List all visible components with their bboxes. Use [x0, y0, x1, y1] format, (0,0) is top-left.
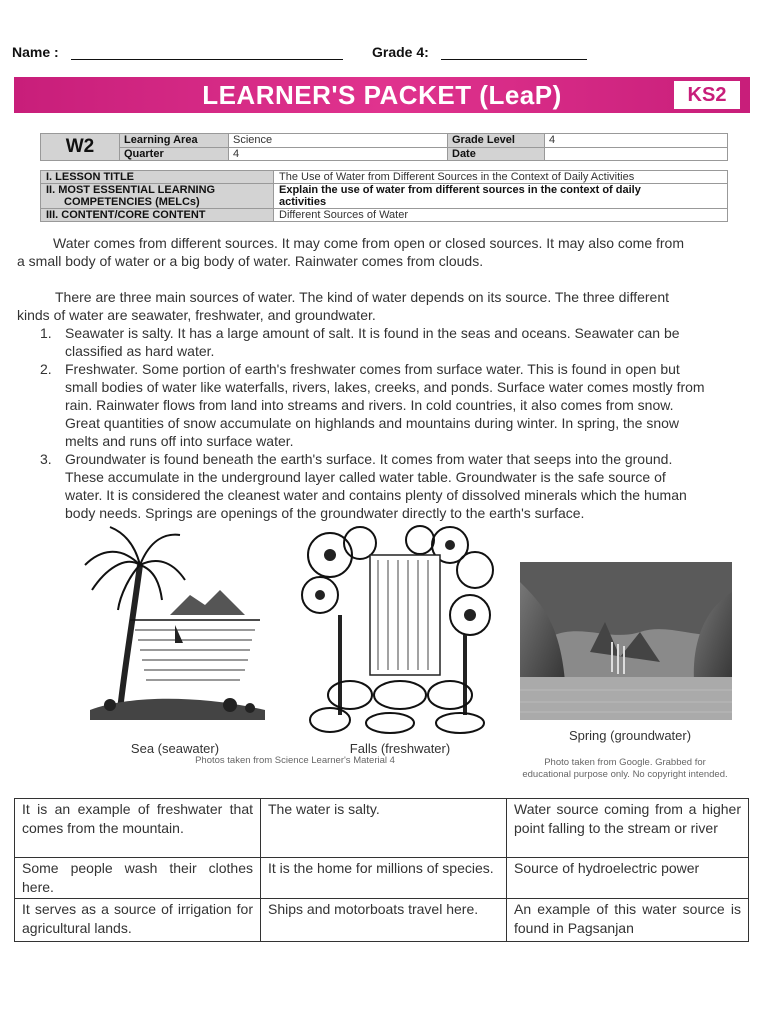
table-cell: Ships and motorboats travel here. [261, 899, 507, 942]
list-number: 2. [40, 361, 52, 377]
table-cell: It serves as a source of irrigation for agricultural lands. [15, 899, 261, 942]
ks2-badge: KS2 [674, 81, 740, 109]
learning-area-label: Learning Area [120, 134, 229, 148]
list-line: melts and runs off into surface water. [65, 433, 294, 449]
lesson-title-label: I. LESSON TITLE [41, 171, 274, 184]
credit-left: Photos taken from Science Learner's Material 4 [195, 755, 395, 766]
list-item [17, 360, 757, 450]
melcs-label [41, 184, 274, 209]
grade-level-label: Grade Level [448, 134, 545, 148]
info-table [40, 133, 728, 161]
table-row [15, 899, 749, 942]
intro-p2-line2: kinds of water are seawater, freshwater, and groundwater. [17, 307, 376, 323]
list-line: small bodies of water like waterfalls, rivers, lakes, creeks, and ponds. Surface water comes mostly from [65, 379, 705, 395]
list-line: Seawater is salty. It has a large amount of salt. It is found in the seas and oceans. Seawater can be [65, 325, 680, 341]
list-item [17, 450, 757, 522]
list-line: rain. Rainwater flows from land into streams and rivers. In cold countries, it also comes from snow. [65, 397, 674, 413]
list-line: water. It is considered the cleanest water and contains plenty of dissolved minerals which the human [65, 487, 687, 503]
credit-right [495, 757, 755, 781]
intro-paragraph-1 [17, 234, 757, 270]
falls-caption: Falls (freshwater) [349, 741, 451, 756]
list-line: Great quantities of snow accumulate on highlands and mountains during winter. In spring, the snow [65, 415, 680, 431]
table-cell: An example of this water source is found in Pagsanjan [507, 899, 749, 942]
melcs-value [274, 184, 728, 209]
content-value: Different Sources of Water [274, 209, 728, 222]
table-cell: The water is salty. [261, 799, 507, 858]
lesson-title-value: The Use of Water from Different Sources in the Context of Daily Activities [274, 171, 728, 184]
quarter-label: Quarter [120, 147, 229, 161]
quarter-value: 4 [229, 147, 448, 161]
falls-illustration [300, 525, 495, 740]
table-row [15, 799, 749, 858]
learning-area-value: Science [229, 134, 448, 148]
credit-right-line2: educational purpose only. No copyright intended. [522, 769, 728, 780]
list-line: Groundwater is found beneath the earth's surface. It comes from water that seeps into the ground. [65, 451, 673, 467]
content-label: III. CONTENT/CORE CONTENT [41, 209, 274, 222]
spring-caption: Spring (groundwater) [568, 728, 692, 743]
grade-label: Grade 4: [372, 44, 429, 60]
name-label: Name : [12, 44, 59, 60]
melcs-value-line1: Explain the use of water from different sources in the context of daily [279, 184, 641, 196]
sea-illustration [80, 525, 270, 735]
grade-input-line[interactable] [441, 45, 587, 60]
list-line: These accumulate in the underground layer called water table. Groundwater is the safe source of [65, 469, 666, 485]
table-cell: It is the home for millions of species. [261, 858, 507, 899]
sea-caption: Sea (seawater) [130, 741, 220, 756]
banner-title: LEARNER'S PACKET (LeaP) [202, 80, 562, 110]
intro-p1-line2: a small body of water or a big body of water. Rainwater comes from clouds. [17, 253, 484, 269]
week-label: W2 [41, 134, 120, 161]
table-cell: Some people wash their clothes here. [15, 858, 261, 899]
date-value[interactable] [545, 147, 728, 161]
melcs-value-line2: activities [279, 196, 327, 208]
activity-table [14, 798, 749, 942]
water-sources-list [17, 324, 757, 522]
table-cell: Source of hydroelectric power [507, 858, 749, 899]
melcs-label-line2: COMPETENCIES (MELCs) [64, 196, 200, 208]
list-line: body needs. Springs are openings of the groundwater directly to the earth's surface. [65, 505, 585, 521]
date-label: Date [448, 147, 545, 161]
intro-p1-line1: Water comes from different sources. It may come from open or closed sources. It may also come from [53, 235, 684, 251]
spring-photo [520, 562, 732, 720]
leap-banner [14, 77, 750, 113]
credit-right-line1: Photo taken from Google. Grabbed for [544, 757, 706, 768]
intro-p2-line1: There are three main sources of water. The kind of water depends on its source. The three different [55, 289, 670, 305]
table-cell: It is an example of freshwater that comes from the mountain. [15, 799, 261, 858]
list-item [17, 324, 757, 360]
grade-field-row [372, 44, 587, 60]
name-input-line[interactable] [71, 45, 343, 60]
list-number: 3. [40, 451, 52, 467]
name-field-row [12, 44, 343, 60]
list-line: Freshwater. Some portion of earth's freshwater comes from surface water. This is found in open but [65, 361, 680, 377]
table-row [15, 858, 749, 899]
list-number: 1. [40, 325, 52, 341]
intro-paragraph-2 [17, 288, 757, 324]
melcs-table [40, 170, 728, 222]
list-line: classified as hard water. [65, 343, 215, 359]
grade-level-value: 4 [545, 134, 728, 148]
melcs-label-line1: II. MOST ESSENTIAL LEARNING [46, 184, 216, 196]
table-cell: Water source coming from a higher point falling to the stream or river [507, 799, 749, 858]
